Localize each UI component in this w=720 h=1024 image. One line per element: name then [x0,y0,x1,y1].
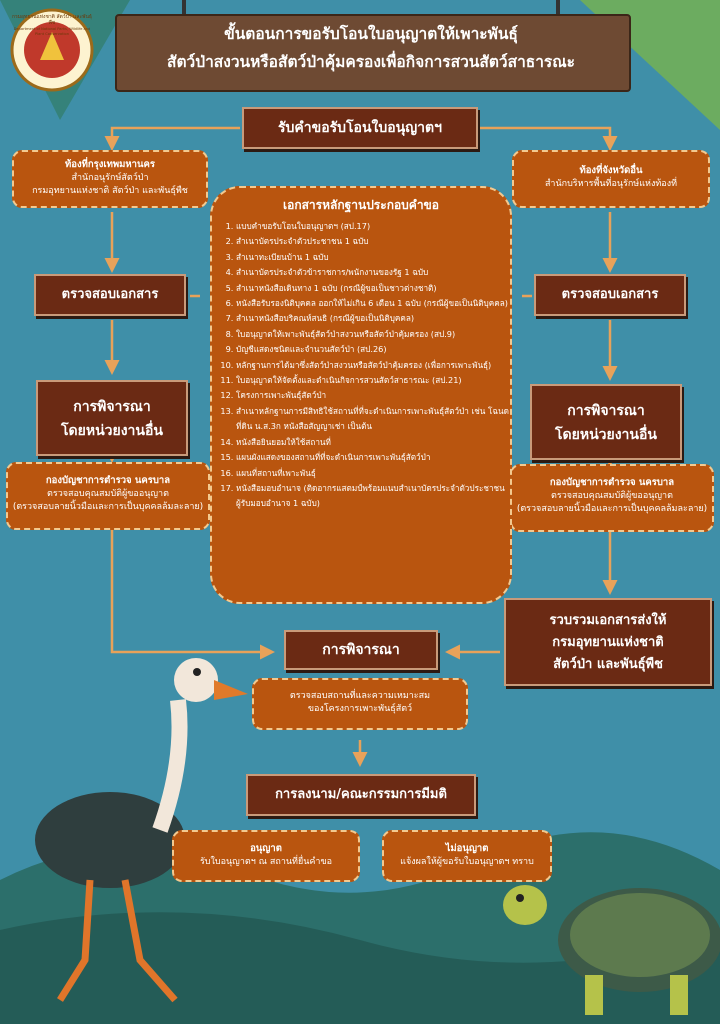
collect-documents-box [504,598,712,686]
deny-title: ไม่อนุญาต [445,843,489,854]
document-item: 1. แบบคำขอรับโอนใบอนุญาตฯ (สป.17) [236,219,510,234]
document-item: 5. สำเนาหนังสือเดินทาง 1 ฉบับ (กรณีผู้ขอเป็นชาวต่างชาติ) [236,281,510,296]
document-item: 14. หนังสือยินยอมให้ใช้สถานที่ [236,435,510,450]
left-office-title: ท้องที่กรุงเทพมหานคร [65,159,155,170]
right-office-box [512,150,710,208]
left-other-agency-line2: โดยหน่วยงานอื่น [61,423,163,439]
collect-line3: สัตว์ป่า และพันธุ์พืช [553,657,663,672]
left-check-label: ตรวจสอบเอกสาร [61,287,159,302]
page-title-line1: ขั้นตอนการขอรับโอนใบอนุญาตให้เพาะพันธุ์ [224,25,518,43]
document-item: 6. หนังสือรับรองนิติบุคคล ออกให้ไม่เกิน 6 เดือน 1 ฉบับ (กรณีผู้ขอเป็นนิติบุคคล) [236,296,510,311]
logo-text-th: กรมอุทยานแห่งชาติ สัตว์ป่า และพันธุ์พืช [12,14,92,26]
right-check-label: ตรวจสอบเอกสาร [561,287,659,302]
right-office-title: ท้องที่จังหวัดอื่น [579,165,643,176]
documents-list [212,219,510,512]
collect-line1: รวบรวมเอกสารส่งให้ [549,613,667,628]
document-item: 16. แผนที่สถานที่เพาะพันธุ์ [236,466,510,481]
inspect-line: ของโครงการเพาะพันธุ์สัตว์ [307,704,413,714]
left-police-line: ตรวจสอบคุณสมบัติผู้ขออนุญาต [47,489,169,499]
consider-label: การพิจารณา [322,642,400,658]
document-item: 7. สำเนาหนังสือบริคณห์สนธิ (กรณีผู้ขอเป็นนิติบุคคล) [236,311,510,326]
left-other-agency-box [36,380,188,456]
document-item: 17. หนังสือมอบอำนาจ (ติดอากรแสตมป์พร้อมแนบสำเนาบัตรประจำตัวประชาชนผู้รับมอบอำนาจ 1 ฉบับ) [236,481,510,512]
right-police-line: (ตรวจสอบลายนิ้วมือและการเป็นบุคคลล้มละลาย) [516,504,708,514]
left-check-documents [34,274,186,316]
document-item: 8. ใบอนุญาตให้เพาะพันธุ์สัตว์ป่าสงวนหรือสัตว์ป่าคุ้มครอง (สป.9) [236,327,510,342]
right-check-documents [534,274,686,316]
page-title-line2: สัตว์ป่าสงวนหรือสัตว์ป่าคุ้มครองเพื่อกิจการสวนสัตว์สาธารณะ [167,53,575,71]
left-police-box [6,462,210,530]
left-office-line: กรมอุทยานแห่งชาติ สัตว์ป่า และพันธุ์พืช [32,186,188,196]
left-office-box [12,150,208,208]
document-item: 3. สำเนาทะเบียนบ้าน 1 ฉบับ [236,250,510,265]
committee-label: การลงนาม/คณะกรรมการมีมติ [275,787,447,802]
right-police-box [510,464,714,532]
inspect-box [252,678,468,730]
documents-box [210,186,512,604]
document-item: 15. แผนผังแสดงของสถานที่ที่จะดำเนินการเพาะพันธุ์สัตว์ป่า [236,450,510,465]
deny-text: แจ้งผลให้ผู้ขอรับใบอนุญาตฯ ทราบ [400,857,534,867]
committee-box [246,774,476,816]
consider-box [284,630,438,670]
deny-box [382,830,552,882]
receive-request-box [242,107,478,149]
left-police-line: (ตรวจสอบลายนิ้วมือและการเป็นบุคคลล้มละลาย) [12,502,204,512]
receive-request-label: รับคำขอรับโอนใบอนุญาตฯ [278,120,442,136]
document-item: 12. โครงการเพาะพันธุ์สัตว์ป่า [236,388,510,403]
document-item: 10. หลักฐานการได้มาซึ่งสัตว์ป่าสงวนหรือสัตว์ป่าคุ้มครอง (เพื่อการเพาะพันธุ์) [236,358,510,373]
right-office-line: สำนักบริหารพื้นที่อนุรักษ์แห่งท้องที่ [544,179,678,189]
left-other-agency-line1: การพิจารณา [73,399,151,415]
document-item: 9. บัญชีแสดงชนิดและจำนวนสัตว์ป่า (สป.26) [236,342,510,357]
document-item: 11. ใบอนุญาตให้จัดตั้งและดำเนินกิจการสวนสัตว์สาธารณะ (สป.21) [236,373,510,388]
document-item: 13. สำเนาหลักฐานการมีสิทธิใช้สถานที่ที่จะดำเนินการเพาะพันธุ์สัตว์ป่า เช่น โฉนดที่ดิน น.ส.3ก หนังสือสัญญาเช่า เป็นต้น [236,404,510,435]
right-police-line: ตรวจสอบคุณสมบัติผู้ขออนุญาต [551,491,673,501]
logo-text-en: Department of National Parks, Wildlife and Plant Conservation [13,27,91,36]
approve-box [172,830,360,882]
document-item: 2. สำเนาบัตรประจำตัวประชาชน 1 ฉบับ [236,234,510,249]
collect-line2: กรมอุทยานแห่งชาติ [552,635,664,650]
approve-text: รับใบอนุญาตฯ ณ สถานที่ยื่นคำขอ [199,857,333,867]
inspect-line: ตรวจสอบสถานที่และความเหมาะสม [289,691,431,701]
approve-title: อนุญาต [250,843,282,854]
right-other-agency-line2: โดยหน่วยงานอื่น [555,427,657,443]
right-other-agency-line1: การพิจารณา [567,403,645,419]
right-other-agency-box [530,384,682,460]
right-police-title: กองบัญชาการตำรวจ นครบาล [549,477,675,488]
documents-title: เอกสารหลักฐานประกอบคำขอ [283,198,439,212]
left-police-title: กองบัญชาการตำรวจ นครบาล [45,475,171,486]
left-office-line: สำนักอนุรักษ์สัตว์ป่า [71,173,149,183]
document-item: 4. สำเนาบัตรประจำตัวข้าราชการ/พนักงานของรัฐ 1 ฉบับ [236,265,510,280]
